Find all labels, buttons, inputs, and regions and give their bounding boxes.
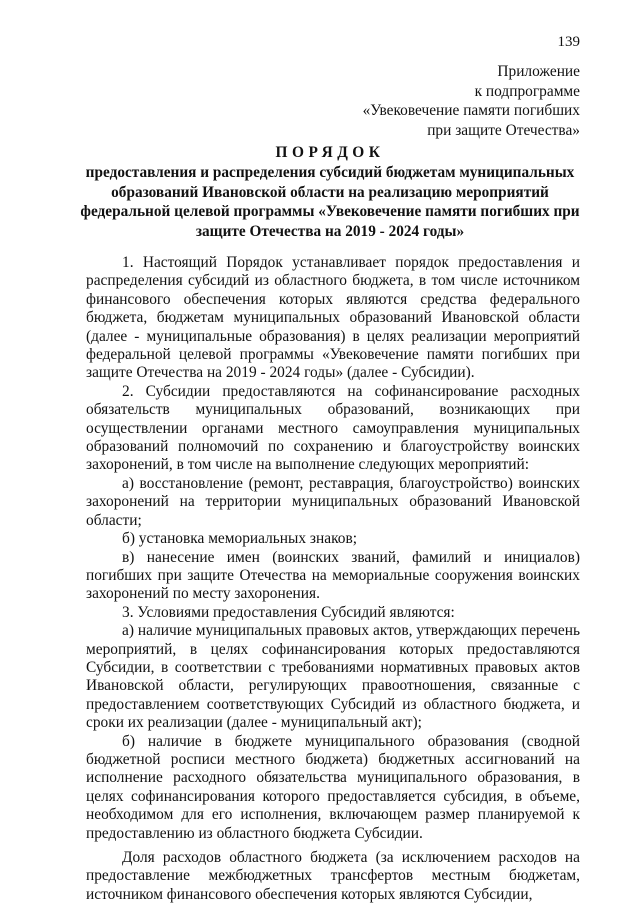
paragraph: 2. Субсидии предоставляются на софинансирование расходных обязательств муниципальных образований, возникающих при осуществлении органами местного самоуправления муниципальных образований полномочий по сохранению и благоустройству воинских захоронений, в том числе на выполнение следующих мероприятий:	[86, 382, 580, 474]
title-subtitle: предоставления и распределения субсидий бюджетам муниципальных образований Ивановской области на реализацию мероприятий федеральной целевой программы «Увековечение памяти погибших при защите Отечества на 2019 - 2024 годы»	[80, 164, 580, 240]
appendix-line: при защите Отечества»	[427, 121, 580, 139]
appendix-line: «Увековечение памяти погибших	[362, 102, 580, 119]
paragraph: б) наличие в бюджете муниципального образования (сводной бюджетной росписи местного бюджета) бюджетных ассигнований на исполнение расходного обязательства муниципального образования, в целях софинансирования которого предоставляется субсидия, в объеме, необходимом для его исполнения, включающем размер планируемой к предоставлению из областного бюджета Субсидии.	[86, 732, 580, 842]
paragraph: а) наличие муниципальных правовых актов, утверждающих перечень мероприятий, в целях софинансирования которых предоставляются Субсидии, в соответствии с требованиями нормативных правовых актов Ивановской области, регулирующих правоотношения, связанные с предоставлением соответствующих Субсидий из областного бюджета, и сроки их реализации (далее - муниципальный акт);	[86, 622, 580, 732]
paragraph: 3. Условиями предоставления Субсидий являются:	[122, 603, 455, 621]
paragraph: б) установка мемориальных знаков;	[122, 530, 357, 548]
document-title	[80, 144, 580, 241]
paragraph: а) восстановление (ремонт, реставрация, благоустройство) воинских захоронений на территории муниципальных образований Ивановской области;	[86, 474, 580, 529]
appendix-line: Приложение	[497, 63, 580, 80]
paragraph: Доля расходов областного бюджета (за исключением расходов на предоставление межбюджетных трансфертов местным бюджетам, источником финансового обеспечения которых являются Субсидии,	[86, 849, 580, 903]
page-number: 139	[557, 34, 580, 50]
document-body	[86, 254, 580, 904]
appendix-line: к подпрограмме	[474, 82, 580, 100]
appendix-note	[363, 62, 580, 140]
paragraph: в) нанесение имен (воинских званий, фамилий и инициалов) погибших при защите Отечества на мемориальные сооружения воинских захоронений по месту захоронения.	[86, 548, 580, 603]
paragraph: 1. Настоящий Порядок устанавливает порядок предоставления и распределения субсидий из областного бюджета, в том числе источником финансового обеспечения которых являются средства федерального бюджета, бюджетам муниципальных образований Ивановской области (далее - муниципальные образования) в целях реализации мероприятий федеральной целевой программы «Увековечение памяти погибших при защите Отечества на 2019 - 2024 годы» (далее - Субсидии).	[86, 254, 580, 382]
title-main: ПОРЯДОК	[275, 144, 385, 161]
